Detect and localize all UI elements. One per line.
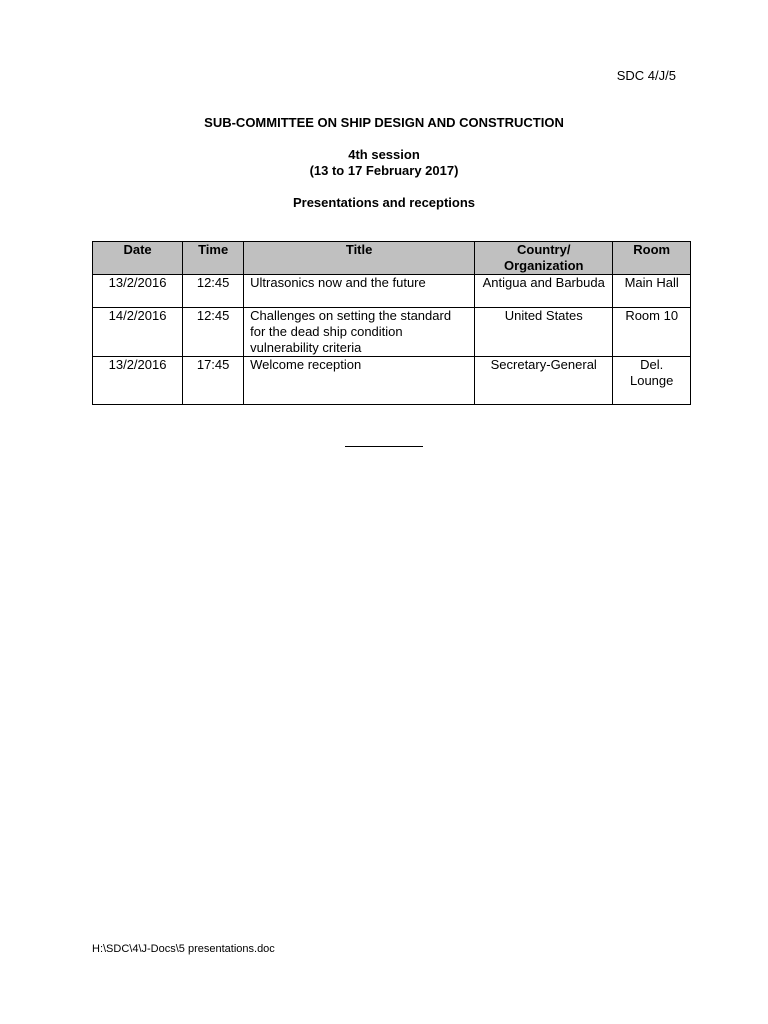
cell-room: Main Hall [613,275,691,308]
header-time: Time [183,242,244,275]
schedule-table [92,241,691,405]
end-of-document-rule [345,446,423,447]
cell-room: Del. Lounge [613,357,691,405]
table-header-row [93,242,691,275]
header-title: Title [244,242,475,275]
session-dates: (13 to 17 February 2017) [309,163,459,178]
session-block [0,147,768,179]
header-room: Room [613,242,691,275]
cell-country: Antigua and Barbuda [475,275,613,308]
cell-date: 14/2/2016 [93,308,183,357]
cell-time: 12:45 [183,275,244,308]
cell-time: 12:45 [183,308,244,357]
cell-date: 13/2/2016 [93,275,183,308]
cell-title: Ultrasonics now and the future [244,275,475,308]
committee-title: SUB-COMMITTEE ON SHIP DESIGN AND CONSTRUCTION [204,115,564,130]
table-row [93,357,691,405]
cell-country: Secretary-General [475,357,613,405]
table-row [93,275,691,308]
header-country: Country/ Organization [475,242,613,275]
cell-time: 17:45 [183,357,244,405]
cell-date: 13/2/2016 [93,357,183,405]
cell-country: United States [475,308,613,357]
cell-title: Challenges on setting the standard for the dead ship condition vulnerability criteria [244,308,475,357]
footer-file-path: H:\SDC\4\J-Docs\5 presentations.doc [92,943,275,955]
document-reference: SDC 4/J/5 [616,68,676,83]
table-row [93,308,691,357]
document-subject: Presentations and receptions [292,195,476,210]
session-label: 4th session [348,147,420,162]
cell-room: Room 10 [613,308,691,357]
header-date: Date [93,242,183,275]
cell-title: Welcome reception [244,357,475,405]
